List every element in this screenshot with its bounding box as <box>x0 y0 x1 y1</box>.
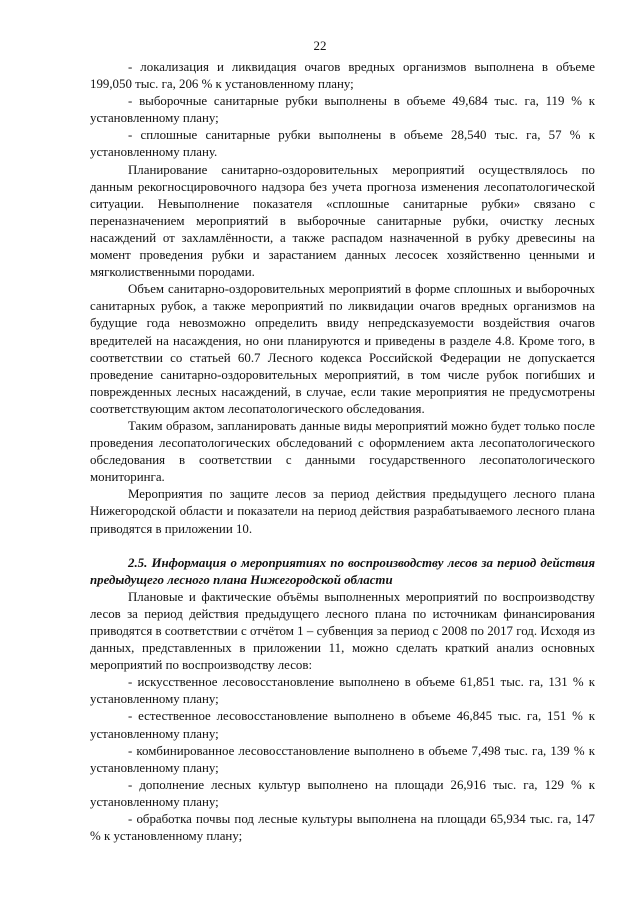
page-body <box>90 59 595 845</box>
section-heading-2-5: 2.5. Информация о мероприятиях по воспроизводству лесов за период действия предыдущего лесного плана Нижегородской области <box>90 555 595 587</box>
paragraph-volume: Объем санитарно-оздоровительных мероприятий в форме сплошных и выборочных санитарных рубок, а также мероприятий по ликвидации очагов вредных организмов на будущие года невозможно определить ввиду непредсказуемости воздействия очагов вредителей на насаждения, но они планируются и приведены в разделе 4.8. Кроме того, в соответствии со статьей 60.7 Лесного кодекса Российской Федерации не допускается проведение санитарно-оздоровительных мероприятий, в том числе рубок погибших и поврежденных лесных насаждений, в случае, если такие мероприятия не предусмотрены соответствующим актом лесопатологического обследования. <box>90 282 595 416</box>
page-number: 22 <box>313 38 327 53</box>
bullet-pest-foci: - локализация и ликвидация очагов вредных организмов выполнена в объеме 199,050 тыс. га, 206 % к установленному плану; <box>90 60 595 92</box>
bullet-selective-sanitary-felling: - выборочные санитарные рубки выполнены в объеме 49,684 тыс. га, 119 % к установленному плану; <box>90 94 595 126</box>
bullet-clear-sanitary-felling: - сплошные санитарные рубки выполнены в объеме 28,540 тыс. га, 57 % к установленному плану. <box>90 128 595 160</box>
bullet-artificial-reforestation: - искусственное лесовосстановление выполнено в объеме 61,851 тыс. га, 131 % к установленному плану; <box>90 675 595 707</box>
paragraph-planning: Планирование санитарно-оздоровительных мероприятий осуществлялось по данным рекогносцировочного надзора без учета прогноза изменения лесопатологической ситуации. Невыполнение показателя «сплошные санитарные рубки» связано с переназначением мероприятий в выборочные санитарные рубки, очистку лесных насаждений от захламлённости, а также распадом назначенной в рубку древесины на момент проведения рубки и зарастанием данных лесосек хозяйственно ценными и мягколиственными породами. <box>90 162 595 280</box>
bullet-forest-culture-supplement: - дополнение лесных культур выполнено на площади 26,916 тыс. га, 129 % к установленному плану; <box>90 777 595 809</box>
bullet-soil-treatment: - обработка почвы под лесные культуры выполнена на площади 65,934 тыс. га, 147 % к установленному плану; <box>90 812 595 844</box>
paragraph-reproduction-intro: Плановые и фактические объёмы выполненных мероприятий по воспроизводству лесов за период действия предыдущего лесного плана по источникам финансирования приводятся в соответствии с отчётом 1 – субвенция за период с 2008 по 2017 год. Исходя из данных, представленных в приложении 11, можно сделать краткий анализ основных мероприятий по воспроизводству лесов: <box>90 589 595 673</box>
paragraph-conclusion: Таким образом, запланировать данные виды мероприятий можно будет только после проведения лесопатологических обследований с оформлением акта лесопатологического обследования в соответствии с данными государственного лесопатологического мониторинга. <box>90 418 595 485</box>
bullet-natural-reforestation: - естественное лесовосстановление выполнено в объеме 46,845 тыс. га, 151 % к установленному плану; <box>90 709 595 741</box>
bullet-combined-reforestation: - комбинированное лесовосстановление выполнено в объеме 7,498 тыс. га, 139 % к установленному плану; <box>90 743 595 775</box>
paragraph-appendix-10: Мероприятия по защите лесов за период действия предыдущего лесного плана Нижегородской области и показатели на период действия разрабатываемого лесного плана приводятся в приложении 10. <box>90 487 595 536</box>
